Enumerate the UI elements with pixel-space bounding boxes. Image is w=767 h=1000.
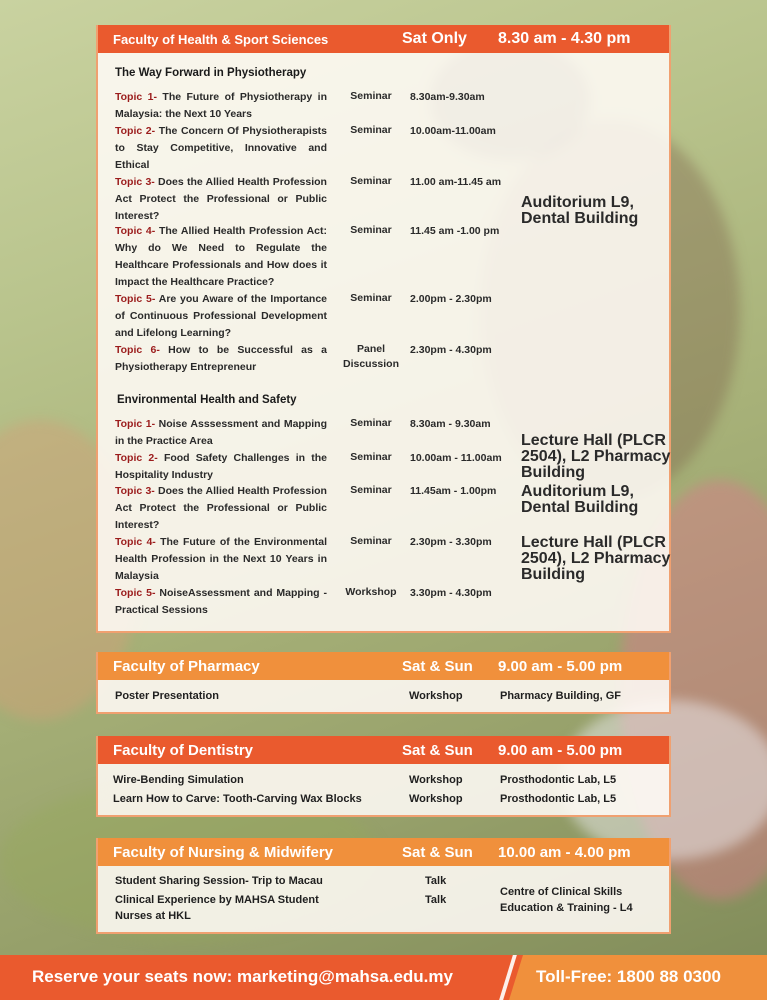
faculty-dentistry-panel	[96, 736, 671, 817]
faculty-time: 9.00 am - 5.00 pm	[498, 657, 623, 675]
faculty-health-header	[98, 25, 669, 53]
activity-type: Talk	[425, 894, 447, 906]
session-type: Seminar	[350, 124, 392, 136]
footer-bar	[0, 955, 767, 1000]
faculty-pharmacy-panel	[96, 652, 671, 714]
faculty-days: Sat Only	[402, 30, 467, 47]
faculty-days: Sat & Sun	[402, 657, 473, 675]
section-title-env: Environmental Health and Safety	[117, 394, 297, 406]
session-time: 8.30am - 9.30am	[410, 418, 491, 430]
tollfree-number[interactable]: Toll-Free: 1800 88 0300	[536, 967, 721, 986]
session-type: Panel Discussion	[342, 343, 400, 370]
faculty-name: Faculty of Dentistry	[113, 741, 254, 759]
topic-text: Topic 5- Are you Aware of the Importance of Continuous Professional Development and Lifelong Learning?	[115, 293, 327, 339]
topic-text: Topic 2- The Concern Of Physiotherapists to Stay Competitive, Innovative and Ethical	[115, 125, 327, 171]
activity-name: Student Sharing Session- Trip to Macau	[115, 875, 323, 887]
session-time: 11.45 am -1.00 pm	[410, 225, 500, 237]
topic-text: Topic 6- How to be Successful as a Physiotherapy Entrepreneur	[115, 344, 327, 373]
faculty-time: 9.00 am - 5.00 pm	[498, 741, 623, 759]
session-time: 8.30am-9.30am	[410, 91, 485, 103]
activity-type: Workshop	[409, 690, 463, 702]
activity-venue: Prosthodontic Lab, L5	[500, 774, 617, 786]
session-type: Seminar	[350, 175, 392, 187]
session-type: Seminar	[350, 451, 392, 463]
faculty-time: 8.30 am - 4.30 pm	[498, 30, 631, 47]
session-type: Workshop	[345, 586, 397, 598]
activity-type: Workshop	[409, 793, 463, 805]
topic-text: Topic 5- NoiseAssessment and Mapping - Practical Sessions	[115, 587, 328, 616]
session-time: 3.30pm - 4.30pm	[410, 587, 492, 599]
physio-venue: Auditorium L9, Dental Building	[521, 194, 639, 227]
activity-name: Learn How to Carve: Tooth-Carving Wax Blocks	[113, 793, 362, 805]
session-time: 2.00pm - 2.30pm	[410, 293, 492, 305]
faculty-name: Faculty of Nursing & Midwifery	[113, 843, 334, 861]
activity-name: Poster Presentation	[115, 690, 219, 702]
session-time: 10.00am-11.00am	[410, 125, 496, 137]
session-type: Seminar	[350, 484, 392, 496]
session-type: Seminar	[350, 292, 392, 304]
session-type: Seminar	[350, 535, 392, 547]
session-time: 10.00am - 11.00am	[410, 452, 502, 464]
section-title-physio: The Way Forward in Physiotherapy	[115, 67, 307, 79]
topic-text: Topic 1- The Future of Physiotherapy in Malaysia: the Next 10 Years	[115, 91, 327, 120]
topic-text: Topic 3- Does the Allied Health Profession Act Protect the Professional or Public Interest?	[115, 485, 327, 531]
activity-venue: Centre of Clinical Skills Education & Training - L4	[500, 886, 633, 914]
topic-text: Topic 2- Food Safety Challenges in the Hospitality Industry	[115, 452, 327, 481]
session-time: 11.45am - 1.00pm	[410, 485, 497, 497]
topic-text: Topic 4- The Allied Health Profession Act: Why do We Need to Regulate the Healthcare Professionals and How does it Impact the Healthcare Practice?	[115, 225, 327, 288]
faculty-pharmacy-header	[98, 652, 669, 680]
activity-type: Talk	[425, 875, 447, 887]
faculty-nursing-panel	[96, 838, 671, 934]
reserve-email-link[interactable]: Reserve your seats now: marketing@mahsa.edu.my	[32, 967, 453, 986]
session-time: 11.00 am-11.45 am	[410, 176, 502, 188]
session-time: 2.30pm - 3.30pm	[410, 536, 492, 548]
topic-text: Topic 4- The Future of the Environmental Health Profession in the Next 10 Years in Malaysia	[115, 536, 327, 582]
session-time: 2.30pm - 4.30pm	[410, 344, 492, 356]
env-venue: Lecture Hall (PLCR 2504), L2 Pharmacy Building	[521, 432, 671, 481]
faculty-days: Sat & Sun	[402, 843, 473, 861]
activity-venue: Prosthodontic Lab, L5	[500, 793, 617, 805]
faculty-health-panel	[96, 25, 671, 633]
activity-venue: Pharmacy Building, GF	[500, 690, 622, 702]
topic-text: Topic 1- Noise Asssessment and Mapping in the Practice Area	[115, 418, 328, 447]
activity-name: Wire-Bending Simulation	[113, 774, 244, 786]
faculty-time: 10.00 am - 4.00 pm	[498, 843, 631, 861]
topic-text: Topic 3- Does the Allied Health Profession Act Protect the Professional or Public Interest?	[115, 176, 327, 222]
activity-type: Workshop	[409, 774, 463, 786]
activity-name: Clinical Experience by MAHSA Student Nurses at HKL	[115, 894, 319, 922]
faculty-dentistry-header	[98, 736, 669, 764]
env-venue: Auditorium L9, Dental Building	[521, 483, 639, 516]
faculty-nursing-header	[98, 838, 669, 866]
session-type: Seminar	[350, 417, 392, 429]
env-venue: Lecture Hall (PLCR 2504), L2 Pharmacy Building	[521, 534, 671, 583]
session-type: Seminar	[350, 224, 392, 236]
faculty-days: Sat & Sun	[402, 741, 473, 759]
faculty-name: Faculty of Health & Sport Sciences	[113, 31, 329, 47]
faculty-name: Faculty of Pharmacy	[113, 657, 260, 675]
session-type: Seminar	[350, 90, 392, 102]
